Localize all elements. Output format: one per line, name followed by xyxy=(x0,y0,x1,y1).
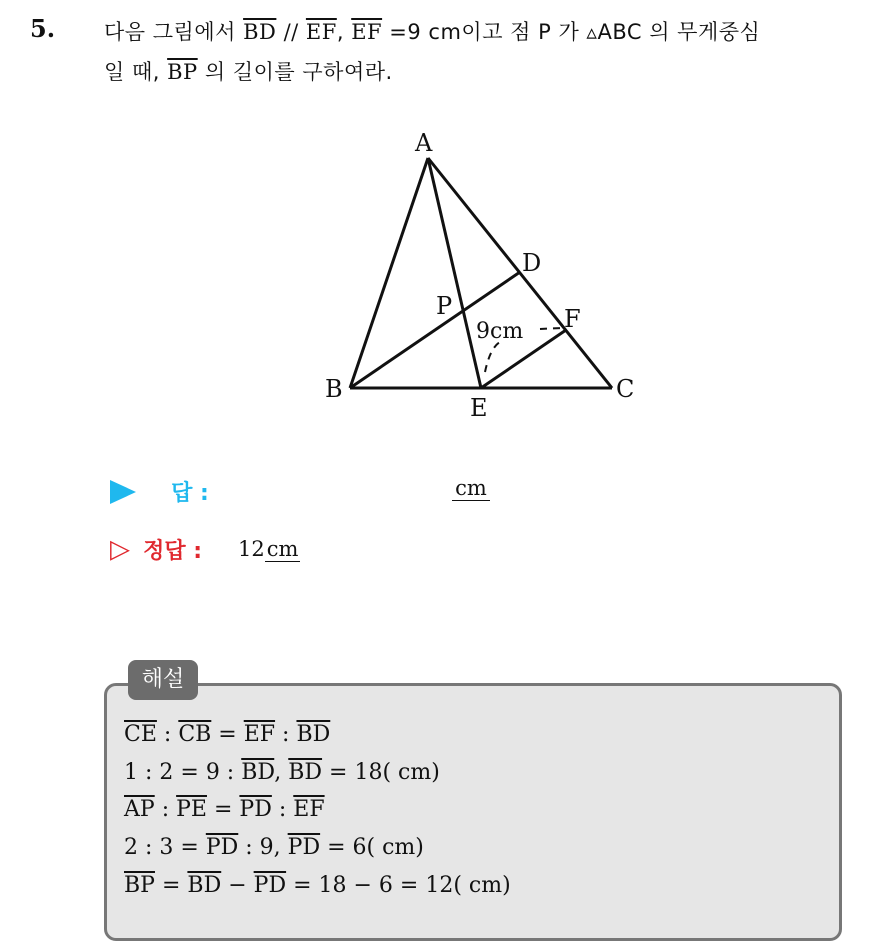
solution-text: − xyxy=(221,873,254,898)
label-c: C xyxy=(616,375,635,403)
segment-name: $\overline{BP}$ xyxy=(124,873,155,898)
solution-text: : xyxy=(271,797,294,822)
segment-name: $\overline{CB}$ xyxy=(178,722,212,747)
solution-tag: 해설 xyxy=(128,660,198,700)
comma: , xyxy=(336,20,344,44)
solution-text: = 18 − 6 = 12( cm) xyxy=(286,873,511,898)
solution-text: = 18( cm) xyxy=(322,760,440,785)
label-d: D xyxy=(522,249,542,277)
question-condition: =9 cm이고 점 P 가 ▵ABC 의 무게중심 xyxy=(389,20,761,44)
answer-row xyxy=(110,476,209,507)
correct-answer-row xyxy=(110,534,202,565)
segment-name: $\overline{PE}$ xyxy=(176,797,207,822)
solution-text: : 9, xyxy=(238,835,288,860)
segment-bp: $\overline{BP}$ xyxy=(167,60,198,84)
question-text: 다음 그림에서 xyxy=(104,20,236,44)
solution-text: = xyxy=(154,873,188,898)
solution-text: = xyxy=(211,722,244,747)
solution-text: = xyxy=(206,797,240,822)
question-text-3: 의 길이를 구하여라. xyxy=(204,60,393,84)
solution-text: 1 : 2 = 9 : xyxy=(124,760,242,785)
solution-line xyxy=(124,873,511,898)
measure-arc-left xyxy=(485,342,500,372)
triangle-figure xyxy=(300,120,640,420)
label-e: E xyxy=(470,394,488,420)
correct-answer-value xyxy=(238,537,300,561)
question-text-2: 일 때, xyxy=(104,60,160,84)
solution-line xyxy=(124,722,330,747)
question-line-1 xyxy=(104,16,760,46)
solution-text: : xyxy=(275,722,297,747)
solution-text: : xyxy=(154,797,177,822)
answer-unit: cm xyxy=(452,476,490,501)
solution-line xyxy=(124,760,440,785)
play-triangle-icon xyxy=(110,480,136,504)
solution-text: : xyxy=(156,722,179,747)
label-f: F xyxy=(564,305,581,333)
measure-label: 9cm xyxy=(476,319,524,344)
correct-answer-label: 정답 : xyxy=(143,539,203,564)
segment-name: $\overline{EF}$ xyxy=(293,797,325,822)
segment-name: $\overline{AP}$ xyxy=(124,797,155,822)
segment-name: $\overline{PD}$ xyxy=(287,835,321,860)
segment-name: $\overline{BD}$ xyxy=(288,760,323,785)
segment-name: $\overline{BD}$ xyxy=(187,873,222,898)
segment-bd: $\overline{BD}$ xyxy=(243,20,277,44)
segment-name: $\overline{PD}$ xyxy=(239,797,272,822)
segment-name: $\overline{PD}$ xyxy=(253,873,287,898)
answer-label: 답 : xyxy=(171,481,209,506)
measure-dash-right xyxy=(540,328,562,329)
correct-answer-number: 12 xyxy=(238,537,265,561)
correct-answer-unit: cm xyxy=(266,537,299,561)
segment-name: $\overline{CE}$ xyxy=(124,722,157,747)
solution-text: = 6( cm) xyxy=(320,835,424,860)
label-a: A xyxy=(415,129,433,157)
outline-triangle-icon: ▷ xyxy=(110,534,130,565)
solution-line xyxy=(124,797,325,822)
segment-name: $\overline{BD}$ xyxy=(241,760,275,785)
segment-ef: $\overline{EF}$ xyxy=(305,20,337,44)
segment-ab xyxy=(350,158,428,388)
segment-name: $\overline{PD}$ xyxy=(205,835,239,860)
question-line-2 xyxy=(104,56,393,86)
label-b: B xyxy=(325,375,343,403)
solution-text: 2 : 3 = xyxy=(124,835,206,860)
solution-text: , xyxy=(274,760,289,785)
problem-number: 5. xyxy=(30,14,56,43)
segment-name: $\overline{EF}$ xyxy=(243,722,276,747)
segment-ef-2: $\overline{EF}$ xyxy=(351,20,383,44)
label-p: P xyxy=(436,292,453,320)
segment-name: $\overline{BD}$ xyxy=(296,722,331,747)
solution-line xyxy=(124,835,424,860)
parallel-symbol: // xyxy=(283,20,299,44)
